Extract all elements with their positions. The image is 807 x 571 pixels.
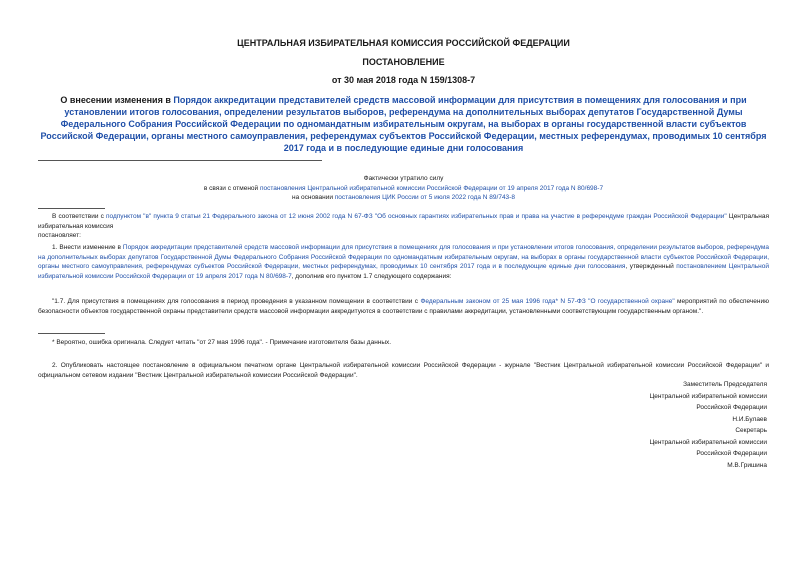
signature-line: М.В.Гришина [727, 461, 767, 469]
signature-line: Российской Федерации [696, 404, 767, 411]
signature-line: Заместитель Председателя [683, 381, 767, 388]
status-line-2 [0, 184, 807, 194]
signature-line: Центральной избирательной комиссии [649, 392, 767, 400]
title-separator [38, 160, 322, 161]
item-1 [38, 243, 769, 281]
decides-text: постановляет: [38, 232, 81, 239]
quote-item-1-7 [38, 297, 769, 316]
status-basis-link[interactable]: постановления ЦИК России от 5 июля 2022 года N 89/743-8 [334, 194, 515, 201]
document-title [40, 94, 767, 154]
footnote: * Вероятно, ошибка оригинала. Следует читать "от 27 мая 1996 года". - Примечание изготовителя базы данных. [52, 339, 392, 346]
item-1-text-1: 1. Внести изменение в [52, 244, 123, 251]
status-cancel-link[interactable]: постановления Центральной избирательной комиссии Российской Федерации от 19 апреля 2017 года N 80/698-7 [259, 184, 604, 192]
preamble-text-1: В соответствии с [52, 213, 106, 220]
security-law-link[interactable]: Федеральным законом от 25 мая 1996 года* N 57-ФЗ "О государственной охране" [420, 298, 675, 305]
item-1-text-3: , дополнив его пунктом 1.7 следующего содержания: [291, 272, 452, 280]
status-block [0, 174, 807, 203]
signature-line: Центральной избирательной комиссии [649, 438, 767, 446]
commission-heading: ЦЕНТРАЛЬНАЯ ИЗБИРАТЕЛЬНАЯ КОМИССИЯ РОССИЙСКОЙ ФЕДЕРАЦИИ [237, 38, 570, 48]
item-2: 2. Опубликовать настоящее постановление в официальном печатном органе Центральной избирательной комиссии Российской Федерации - журнале "Вестник Центральной избирательной комиссии Российской Федерации" и официальном сетевом издании "Вестник Центральной избирательной комиссии Российской Федерации". [38, 362, 769, 379]
signature-line: Секретарь [735, 427, 767, 434]
status-line-3-prefix: на основании [292, 194, 335, 201]
status-separator [38, 208, 105, 209]
signature-line: Н.И.Булаев [732, 415, 767, 423]
date-number-heading: от 30 мая 2018 года N 159/1308-7 [331, 75, 476, 85]
title-procedure-link[interactable]: Порядок аккредитации представителей средств массовой информации для присутствия в помещениях для голосования и при установлении итогов голосования, определении результатов выборов, референдума на дополнительных выборах депутатов Государственной Думы Федерального Собрания Российской Федерации по одномандатным избирательным округам, на выборах в органы государственной власти субъектов Российской Федерации, органы местного самоуправления, референдумах субъектов Российской Федерации, местных референдумах, проводимых 10 сентября 2017 года и в последующие единые дни голосования [40, 95, 767, 153]
signature-block [649, 379, 767, 471]
status-line-2-prefix: в связи с отменой [203, 184, 260, 192]
doc-type-heading: ПОСТАНОВЛЕНИЕ [362, 57, 445, 67]
signature-line: Российской Федерации [696, 450, 767, 457]
federal-law-link[interactable]: подпунктом "в" пункта 9 статьи 21 Федерального закона от 12 июня 2002 года N 67-ФЗ "Об основных гарантиях избирательных прав и права на участие в референдуме граждан Российской Федерации" [106, 213, 727, 220]
status-line-3 [0, 193, 807, 203]
preamble-text [38, 212, 769, 231]
item-1-text-2: , утвержденный [625, 263, 677, 270]
preamble [38, 212, 769, 241]
item-1-procedure-link[interactable]: Порядок аккредитации представителей средств массовой информации для присутствия в помещениях для голосования и при установлении итогов голосования, определении результатов выборов, референдума на дополнительных выборах депутатов Государственной Думы Федерального Собрания Российской Федерации по одномандатным избирательным округам, на выборах в органы государственной власти субъектов Российской Федерации, органы местного самоуправления, референдумах субъектов Российской Федерации, местных референдумах, проводимых 10 сентября 2017 года и в последующие единые дни голосования [38, 244, 769, 270]
status-line-1: Фактически утратило силу [363, 175, 444, 182]
footnote-separator [38, 333, 105, 334]
quote-text-1: "1.7. Для присутствия в помещениях для голосования в период проведения в указанном помещении в соответствии с [52, 298, 421, 305]
quote-text-2: мероприятий по обеспечению безопасности объектов государственной охраны представители средств массовой информации аккредитуются в соответствии с правилами аккредитации, установленными соответствующим государственным органом.". [38, 298, 769, 315]
preamble-text-2: Центральная избирательная комиссия [38, 213, 770, 230]
item-1-resolution-link[interactable]: постановлением Центральной избирательной комиссии Российской Федерации от 19 апреля 2017 года N 80/698-7 [38, 263, 769, 280]
title-prefix: О внесении изменения в [60, 95, 174, 105]
